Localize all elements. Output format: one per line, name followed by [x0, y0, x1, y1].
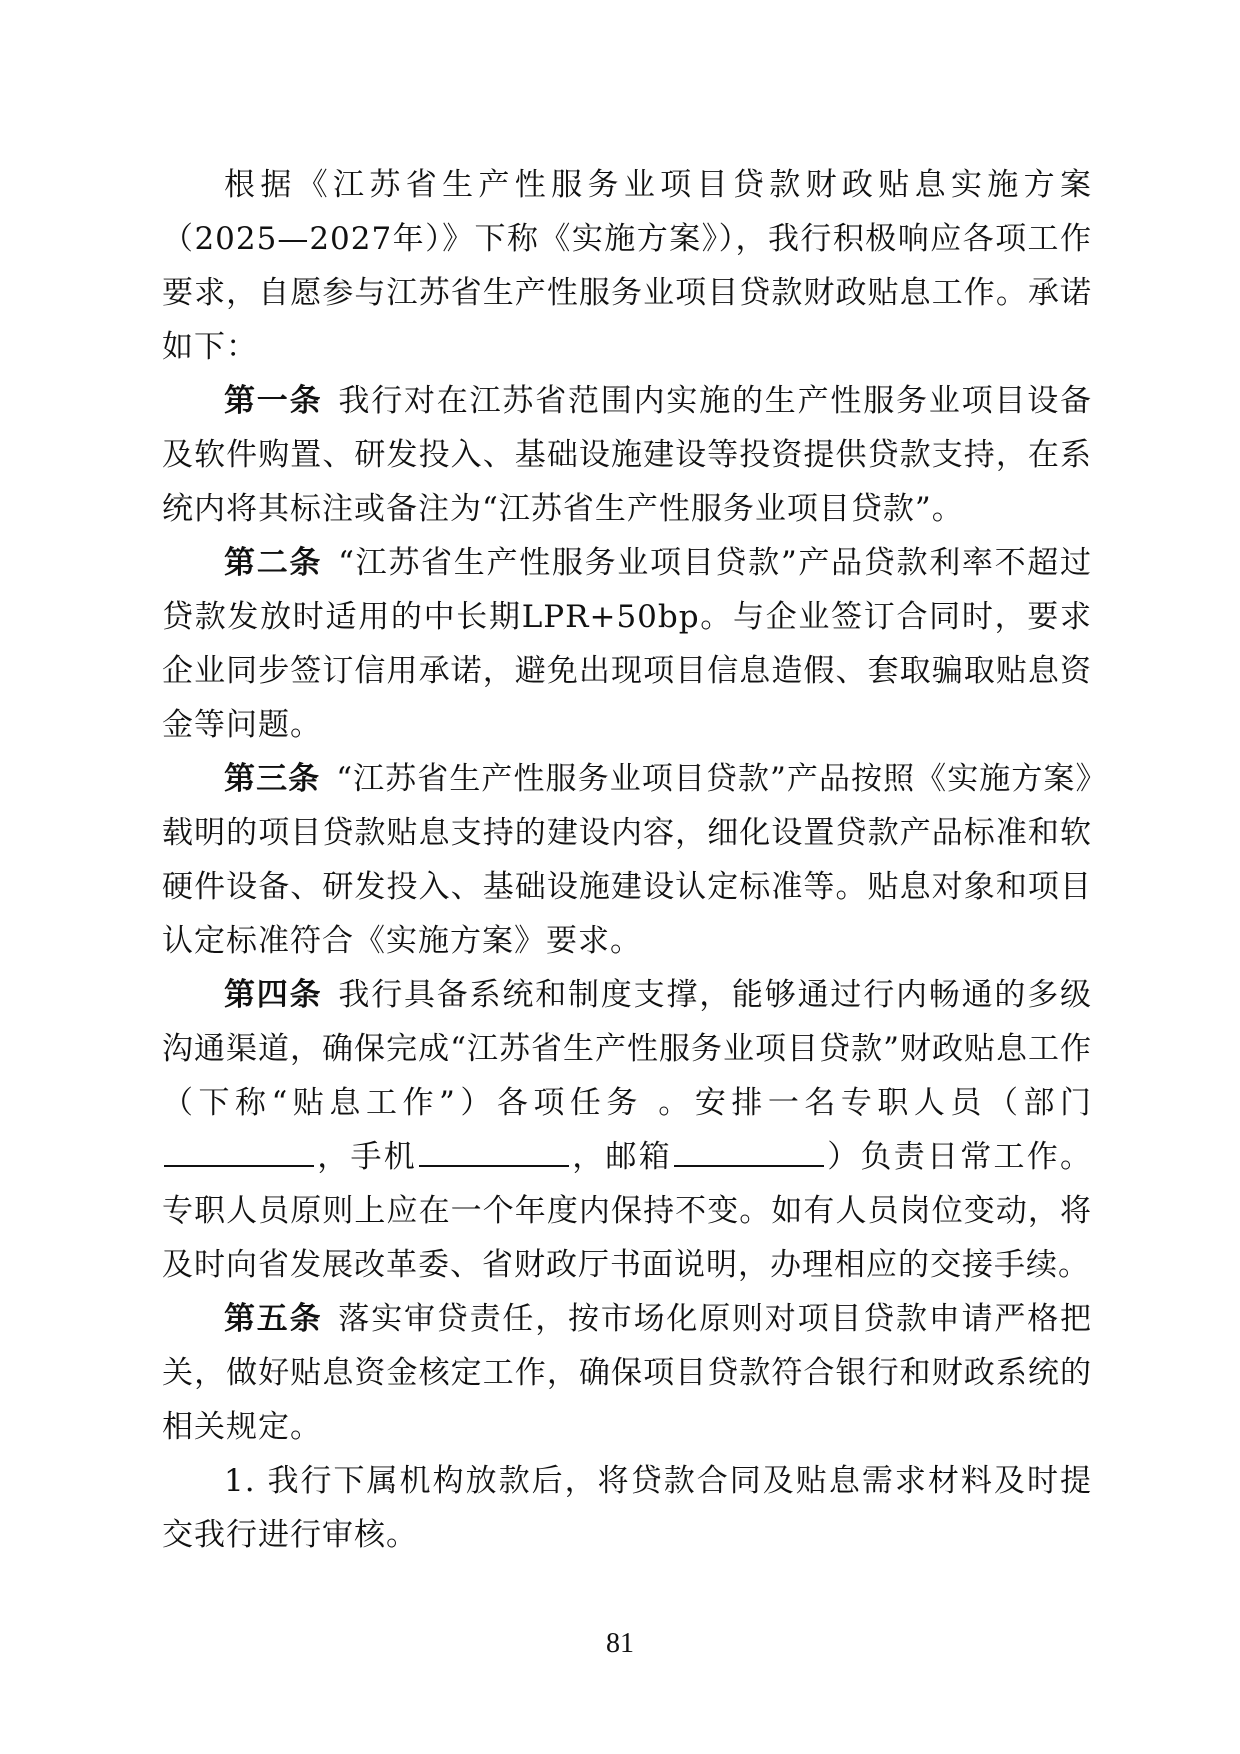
article-4-text-before: 我行具备系统和制度支撑，能够通过行内畅通的多级沟通渠道，确保完成“江苏省生产性服务业项目贷款”财政贴息工作（下称“贴息工作”）各项任务 。安排一名专职人员（: [162, 977, 1093, 1121]
article-4-text-after: ）负责日常工作。专职人员原则上应在一个年度内保持不变。如有人员岗位变动，将及时向省发展改革委、省财政厅书面说明，办理相应的交接手续。: [162, 1139, 1092, 1283]
phone-label: 手机: [350, 1139, 417, 1175]
article-3-label: 第三条: [224, 761, 321, 797]
article-5-text: 落实审贷责任，按市场化原则对项目贷款申请严格把关，做好贴息资金核定工作，确保项目贷款符合银行和财政系统的相关规定。: [162, 1301, 1093, 1445]
article-4: [162, 968, 1092, 1292]
phone-blank-field[interactable]: [419, 1135, 569, 1167]
article-3: [162, 752, 1092, 968]
email-label: 邮箱: [605, 1139, 672, 1175]
separator-1: ，: [316, 1139, 351, 1175]
article-2-label: 第二条: [224, 545, 323, 581]
article-2-text: “江苏省生产性服务业项目贷款”产品贷款利率不超过贷款发放时适用的中长期LPR+50bp。与企业签订合同时，要求企业同步签订信用承诺，避免出现项目信息造假、套取骗取贴息资金等问题。: [162, 545, 1093, 743]
dept-blank-field[interactable]: [164, 1135, 314, 1167]
separator-2: ，: [571, 1139, 606, 1175]
page-number: 81: [606, 1628, 634, 1659]
document-body: [162, 158, 1092, 1562]
article-2: [162, 536, 1092, 752]
article-3-text: “江苏省生产性服务业项目贷款”产品按照《实施方案》载明的项目贷款贴息支持的建设内容，细化设置贷款产品标准和软硬件设备、研发投入、基础设施建设认定标准等。贴息对象和项目认定标准符合《实施方案》要求。: [162, 761, 1092, 959]
article-1: [162, 374, 1092, 536]
email-blank-field[interactable]: [674, 1135, 824, 1167]
intro-paragraph: 根据《江苏省生产性服务业项目贷款财政贴息实施方案（2025—2027年）》下称《实施方案》），我行积极响应各项工作要求，自愿参与江苏省生产性服务业项目贷款财政贴息工作。承诺如下：: [162, 167, 1092, 365]
article-1-label: 第一条: [224, 383, 323, 419]
dept-label: 部门: [1023, 1085, 1092, 1121]
article-5-label: 第五条: [224, 1301, 323, 1337]
article-5: [162, 1292, 1092, 1454]
item-1-paragraph: 1. 我行下属机构放款后，将贷款合同及贴息需求材料及时提交我行进行审核。: [162, 1463, 1092, 1553]
article-1-text: 我行对在江苏省范围内实施的生产性服务业项目设备及软件购置、研发投入、基础设施建设等投资提供贷款支持，在系统内将其标注或备注为“江苏省生产性服务业项目贷款”。: [162, 383, 1093, 527]
article-4-label: 第四条: [224, 977, 323, 1013]
